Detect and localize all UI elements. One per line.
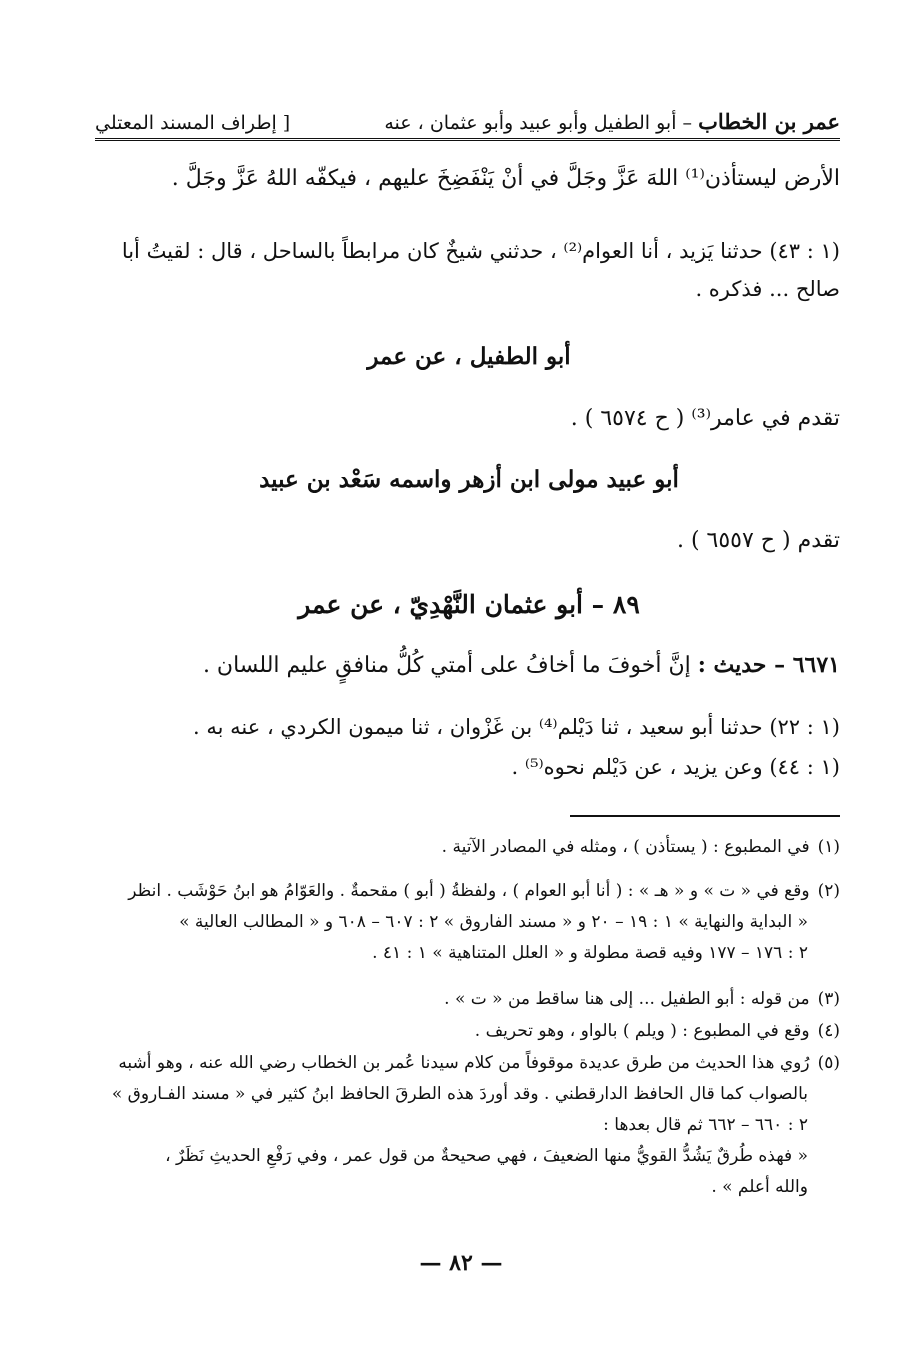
footnote-text: وقع في « ت » و « هـ » : ( أنا أبو العوام ) ، ولفظةُ ( أبو ) مقحمةٌ . والعَوّامُ هو ابنُ حَوْشَب . انظر — [128, 881, 810, 901]
footnote-text: والله أعلم » . — [711, 1177, 808, 1197]
paragraph-3 — [98, 400, 840, 438]
paragraph-2 — [98, 232, 840, 308]
footnote-3 — [95, 984, 840, 1015]
footnote-text: رُوي هذا الحديث من طرق عديدة موقوفاً من كلام سيدنا عُمر بن الخطاب رضي الله عنه ، وهو أشبه — [118, 1053, 810, 1073]
footnote-text: ٢ : ١٧٦ – ١٧٧ وفيه قصة مطولة و « العلل المتناهية » ١ : ٤١ . — [372, 943, 808, 963]
header-book-title: [ إطراف المسند المعتلي — [95, 112, 291, 134]
heading-text: أبو الطفيل ، عن عمر — [367, 343, 571, 370]
running-header — [95, 98, 840, 141]
footnote-text: ٢ : ٦٦٠ – ٦٦٢ ثم قال بعدها : — [603, 1115, 808, 1135]
text-line: تقدم ( ح ٦٥٥٧ ) . — [676, 528, 840, 553]
paragraph-6 — [98, 748, 840, 786]
footnote-4 — [95, 1016, 840, 1047]
footnote-text: بالصواب كما قال الحافظ الدارقطني . وقد أوردَ هذه الطرقَ الحافظ ابنُ كثير في « مسند الفـاروق » — [111, 1084, 808, 1104]
footnote-number: (١) — [817, 837, 840, 857]
heading-text: ٨٩ – أبو عثمان النَّهْدِيّ ، عن عمر — [298, 590, 640, 619]
text-line: (١ : ٤٤) وعن يزيد ، عن دَيْلم نحوه⁽⁵⁾ . — [511, 755, 840, 779]
hadith-6671 — [98, 646, 840, 685]
footnote-text: في المطبوع : ( يستأذن ) ، ومثله في المصادر الآتية . — [441, 837, 810, 857]
text-line: تقدم في عامر⁽³⁾ ( ح ٦٥٧٤ ) . — [570, 406, 840, 431]
hadith-text: إنَّ أخوفَ ما أخافُ على أمتي كُلُّ منافقٍ عليم اللسان . — [202, 653, 691, 678]
footnote-number: (٢) — [817, 881, 840, 901]
footnote-text: « البداية والنهاية » ١ : ١٩ – ٢٠ و « مسند الفاروق » ٢ : ٦٠٧ – ٦٠٨ و « المطالب العالية » — [179, 912, 808, 932]
paragraph-1 — [98, 160, 840, 198]
section-heading-abu-uthman — [98, 590, 840, 619]
text-line: (١ : ٤٣) حدثنا يَزيد ، أنا العوام⁽²⁾ ، حدثني شيخٌ كان مرابطاً بالساحل ، قال : لقيتُ أبا صالح ... فذكره . — [121, 239, 840, 301]
header-title — [384, 109, 840, 134]
footnote-1 — [95, 832, 840, 863]
footnote-number: (٤) — [817, 1021, 840, 1041]
paragraph-5 — [98, 708, 840, 746]
section-heading-abu-tufayl — [98, 343, 840, 370]
footnote-number: (٥) — [817, 1053, 840, 1073]
footnote-text: من قوله : أبو الطفيل ... إلى هنا ساقط من « ت » . — [444, 989, 810, 1009]
header-subtitle: – أبو الطفيل وأبو عبيد وأبو عثمان ، عنه — [384, 112, 693, 134]
footnote-text: وقع في المطبوع : ( ويلم ) بالواو ، وهو تحريف . — [474, 1021, 810, 1041]
footnote-number: (٣) — [817, 989, 840, 1009]
header-main-title: عمر بن الخطاب — [698, 109, 840, 134]
heading-text: أبو عبيد مولى ابن أزهر واسمه سَعْد بن عبيد — [259, 466, 679, 493]
page-number: — ٨٢ — — [419, 1250, 503, 1276]
text-line: (١ : ٢٢) حدثنا أبو سعيد ، ثنا دَيْلم⁽⁴⁾ بن غَزْوان ، ثنا ميمون الكردي ، عنه به . — [193, 715, 840, 739]
footnote-5 — [95, 1048, 840, 1203]
footnote-2 — [95, 876, 840, 969]
text-line: الأرض ليستأذن⁽¹⁾ اللهَ عَزَّ وجَلَّ في أنْ يَنْفَضِخَ عليهم ، فيكفّه اللهُ عَزَّ وجَلَّ . — [171, 166, 840, 191]
hadith-number: ٦٦٧١ – حديث : — [697, 652, 840, 678]
paragraph-4 — [98, 522, 840, 560]
footnote-text: « فهذه طُرقٌ يَشُدُّ القويُّ منها الضعيفَ ، فهي صحيحةٌ من قول عمر ، وفي رَفْعِ الحديثِ نَظَرٌ ، — [165, 1146, 808, 1166]
section-heading-abu-ubayd — [98, 466, 840, 493]
footnote-divider — [570, 815, 840, 817]
